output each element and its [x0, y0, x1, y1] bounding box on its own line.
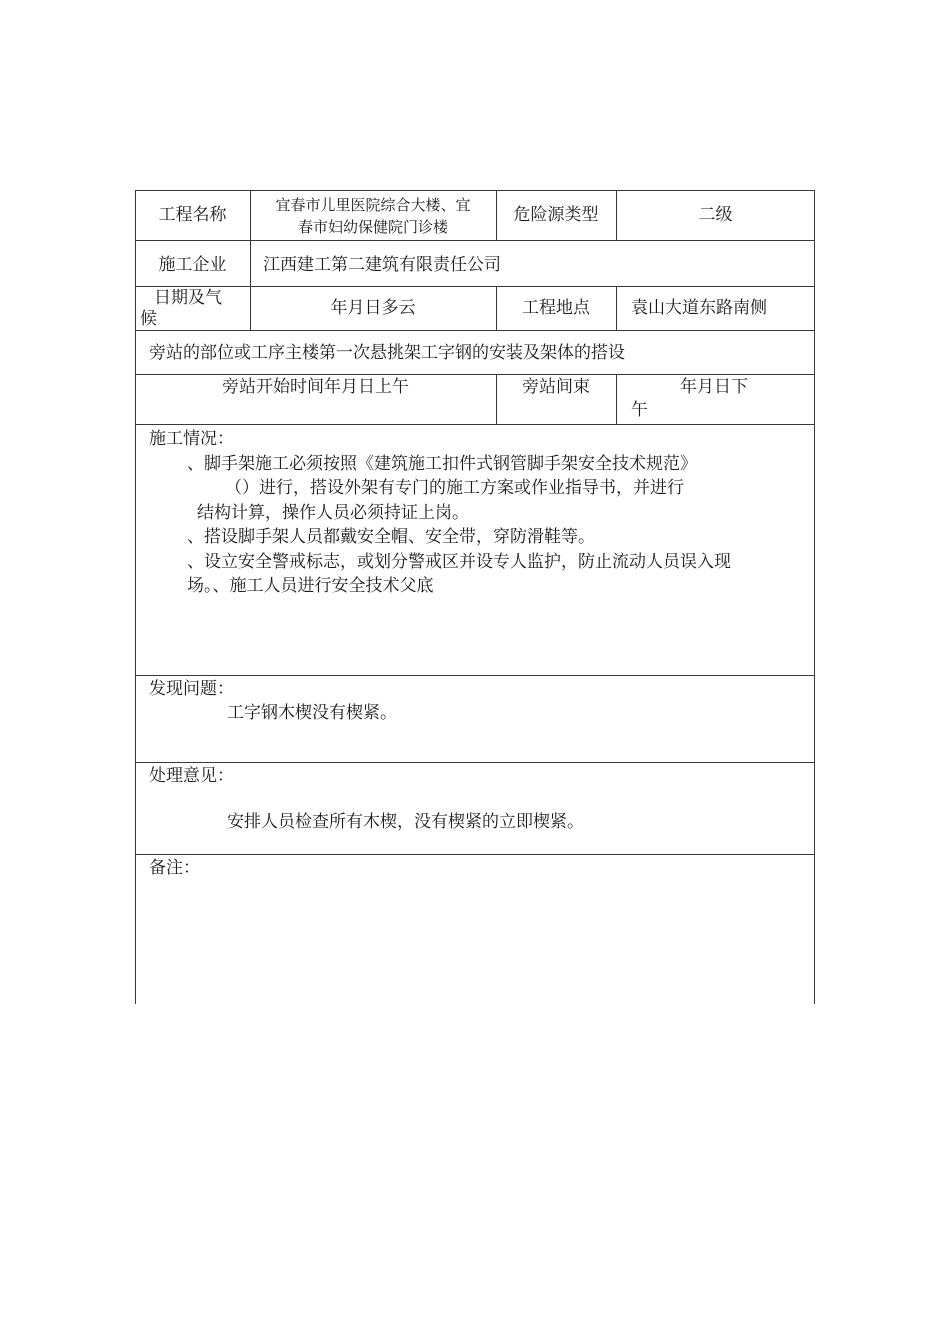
project-name-line2: 春市妇幼保健院门诊楼: [297, 218, 448, 236]
company-value: 江西建工第二建筑有限责任公司: [263, 255, 501, 275]
opinion-label: 处理意见：: [149, 766, 234, 786]
row-divider: [135, 286, 815, 287]
table-border-left: [135, 190, 136, 1004]
date-weather-value: 年月日多云: [330, 298, 416, 318]
column-divider: [616, 286, 617, 330]
row-divider: [135, 675, 815, 676]
end-time-value-line1: 年月日下: [680, 377, 748, 397]
row-divider: [135, 330, 815, 331]
supervised-part-text: 旁站的部位或工序主楼第一次悬挑架工字钢的安装及架体的搭设: [149, 343, 625, 363]
row-divider: [135, 240, 815, 241]
date-label-line2: 候: [140, 309, 157, 329]
problem-text: 工字钢木楔没有楔紧。: [227, 703, 397, 723]
hazard-type-label: 危险源类型: [513, 205, 599, 225]
opinion-text: 安排人员检查所有木楔，没有楔紧的立即楔紧。: [227, 812, 584, 832]
construction-line: （）进行，搭设外架有专门的施工方案或作业指导书，并进行: [225, 478, 684, 498]
construction-line: 、设立安全警戒标志，或划分警戒区并设专人监护，防止流动人员误入现: [187, 552, 731, 572]
supervision-record-table: [135, 190, 815, 1004]
construction-line: 场。、施工人员进行安全技术父底: [187, 576, 434, 596]
end-time-label: 旁站间束: [522, 377, 590, 397]
problem-label: 发现问题：: [149, 679, 234, 699]
hazard-type-value: 二级: [698, 205, 733, 225]
row-divider: [135, 854, 815, 855]
project-name-line1: 宜春市儿里医院综合大楼、宜: [275, 196, 471, 214]
company-label: 施工企业: [158, 255, 227, 275]
date-label-line1: 日期及气: [154, 288, 222, 308]
row-divider: [135, 762, 815, 763]
construction-line: 、脚手架施工必须按照《建筑施工扣件式钢管脚手架安全技术规范》: [187, 454, 697, 474]
end-time-value-line2: 午: [631, 400, 648, 420]
row-divider: [135, 424, 815, 425]
remark-label: 备注：: [149, 858, 200, 878]
construction-line: 结构计算，操作人员必须持证上岗。: [197, 503, 469, 523]
location-label: 工程地点: [522, 298, 590, 318]
construction-label: 施工情况：: [149, 429, 234, 449]
column-divider: [616, 374, 617, 424]
start-time-text: 旁站开始时间年月日上午: [222, 377, 409, 397]
project-name-label: 工程名称: [158, 205, 227, 225]
construction-line: 、搭设脚手架人员都戴安全帽、安全带，穿防滑鞋等。: [187, 527, 595, 547]
table-border-right: [814, 190, 815, 1004]
location-value: 袁山大道东路南侧: [631, 298, 767, 318]
table-border-top: [135, 190, 815, 191]
